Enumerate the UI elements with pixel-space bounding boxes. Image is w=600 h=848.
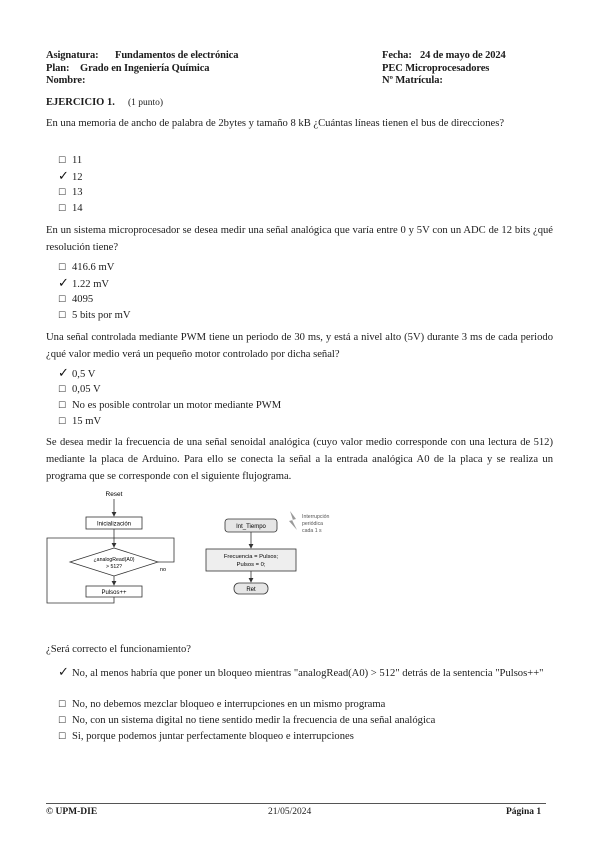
flow-freq-line1: Frecuencia = Pulsos; — [223, 554, 279, 560]
subject-value: Fundamentos de electrónica — [115, 50, 239, 61]
q2-option-3[interactable]: ☐ 4095 — [58, 292, 93, 308]
checkbox-icon[interactable]: ☐ — [58, 385, 67, 395]
q2-option-2[interactable]: ✓ 1.22 mV — [58, 276, 110, 291]
name-label: Nombre: — [46, 75, 86, 86]
flow-freq-line2: Pulsos = 0; — [236, 562, 266, 568]
subject-label: Asignatura: — [46, 50, 99, 61]
exam-title: PEC Microprocesadores — [382, 63, 490, 74]
flow-reset-label: Reset — [105, 491, 123, 498]
checkbox-icon[interactable]: ☐ — [58, 311, 67, 321]
question-1-text: En una memoria de ancho de palabra de 2bytes y tamaño 8 kB ¿Cuántas líneas tienen el bus de direcciones? — [46, 118, 505, 129]
flow-ret-label: Ret — [246, 587, 256, 593]
checkmark-icon[interactable]: ✓ — [58, 366, 69, 381]
footer-copyright: © UPM-DIE — [46, 807, 98, 817]
checkbox-icon[interactable]: ☐ — [58, 188, 67, 198]
question-4-text: Se desea medir la frecuencia de una señal senoidal analógica (cuyo valor medio corresponde con una lectura de 512) mediante la placa de Arduino. Para ello se conecta la señal a la entrada analógica A0 de la placa y se realiza un programa que se corresponde con el siguiente flujograma. — [46, 437, 553, 482]
q4-option-4[interactable]: ☐ Si, porque podemos juntar perfectamente bloqueo e interrupciones — [58, 729, 354, 745]
question-4-prompt: ¿Será correcto el funcionamiento? — [46, 644, 192, 655]
q1-option-2[interactable]: ✓ 12 — [58, 169, 83, 184]
q1-option-1[interactable]: ☐ 11 — [58, 153, 82, 169]
flow-interrupt-note-3: cada 1 s — [302, 528, 322, 534]
checkbox-icon[interactable]: ☐ — [58, 263, 67, 273]
enrollment-label: Nº Matrícula: — [382, 75, 443, 86]
q4-option-1[interactable]: ✓ No, al menos habría que poner un bloqueo mientras "analogRead(A0) > 512" detrás de la sentencia "Pulsos++" — [58, 665, 544, 680]
q3-option-1[interactable]: ✓ 0,5 V — [58, 366, 96, 381]
exercise-points: (1 punto) — [128, 98, 164, 108]
flow-pulses-label: Pulsos++ — [101, 590, 127, 596]
checkbox-icon[interactable]: ☐ — [58, 204, 67, 214]
flow-interrupt-note-2: periódica — [302, 521, 324, 527]
flow-condition-line1: ¿analogRead(A0) — [93, 557, 135, 563]
checkmark-icon[interactable]: ✓ — [58, 276, 69, 291]
plan-value: Grado en Ingeniería Química — [80, 63, 210, 74]
question-2-text: En un sistema microprocesador se desea medir una señal analógica que varía entre 0 y 5V con un ADC de 12 bits ¿qué resolución tiene? — [46, 225, 553, 253]
q2-option-4[interactable]: ☐ 5 bits por mV — [58, 308, 131, 324]
flow-init-label: Inicialización — [96, 521, 132, 528]
q4-option-3[interactable]: ☐ No, con un sistema digital no tiene sentido medir la frecuencia de una señal analógica — [58, 713, 435, 729]
exercise-title: EJERCICIO 1. — [46, 97, 115, 108]
checkbox-icon[interactable]: ☐ — [58, 295, 67, 305]
footer-page: Página 1 — [506, 807, 542, 817]
checkbox-icon[interactable]: ☐ — [58, 401, 67, 411]
q2-option-1[interactable]: ☐ 416.6 mV — [58, 260, 114, 276]
checkbox-icon[interactable]: ☐ — [58, 417, 67, 427]
footer-divider — [46, 803, 546, 804]
checkbox-icon[interactable]: ☐ — [58, 732, 67, 742]
date-label: Fecha: — [382, 50, 412, 61]
checkbox-icon[interactable]: ☐ — [58, 700, 67, 710]
flow-condition-line2: > 512? — [105, 564, 123, 570]
lightning-icon — [289, 511, 297, 530]
flow-int-label: Int_Tiempo — [236, 524, 266, 530]
q3-option-4[interactable]: ☐ 15 mV — [58, 414, 101, 430]
flow-no-label: no — [160, 567, 167, 573]
q3-option-2[interactable]: ☐ 0,05 V — [58, 382, 101, 398]
q1-option-4[interactable]: ☐ 14 — [58, 201, 83, 217]
q3-option-3[interactable]: ☐ No es posible controlar un motor mediante PWM — [58, 398, 281, 414]
question-3-text: Una señal controlada mediante PWM tiene un periodo de 30 ms, y está a nivel alto (5V) durante 3 ms de cada periodo ¿qué valor medio verá un pequeño motor controlado por dicha señal? — [46, 332, 553, 360]
footer-date: 21/05/2024 — [268, 807, 312, 817]
plan-label: Plan: — [46, 63, 70, 74]
flow-interrupt-note-1: Interrupción — [302, 514, 330, 520]
checkmark-icon[interactable]: ✓ — [58, 665, 69, 680]
flowchart — [40, 485, 370, 610]
checkmark-icon[interactable]: ✓ — [58, 169, 69, 184]
q1-option-3[interactable]: ☐ 13 — [58, 185, 83, 201]
q4-option-2[interactable]: ☐ No, no debemos mezclar bloqueo e interrupciones en un mismo programa — [58, 697, 385, 713]
checkbox-icon[interactable]: ☐ — [58, 716, 67, 726]
checkbox-icon[interactable]: ☐ — [58, 156, 67, 166]
date-value: 24 de mayo de 2024 — [420, 50, 506, 61]
